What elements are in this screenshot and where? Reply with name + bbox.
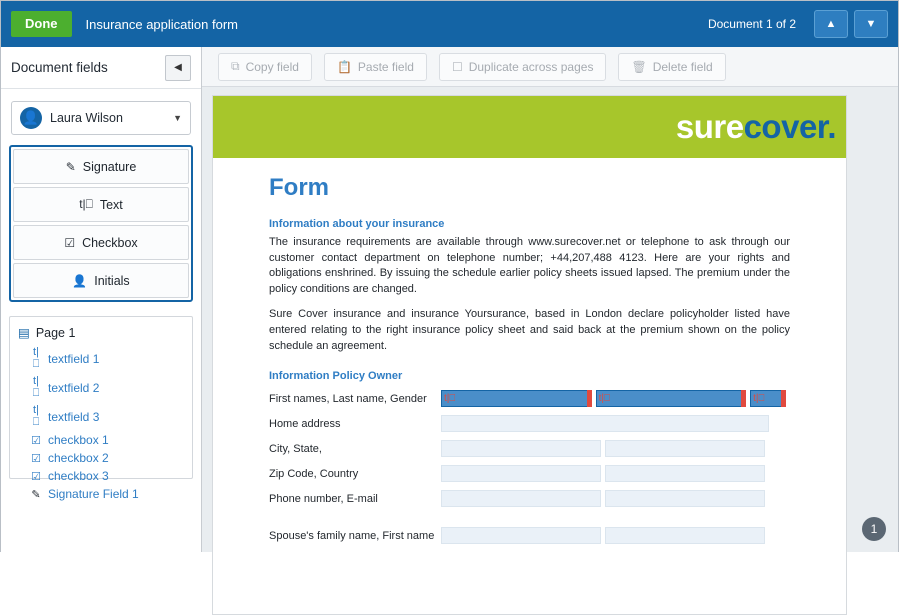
tree-item-label: textfield 1 — [48, 351, 100, 366]
field-tool-group — [9, 145, 193, 302]
field-gender[interactable] — [750, 390, 786, 407]
field-country[interactable] — [605, 465, 765, 482]
form-row-spouse — [269, 525, 790, 546]
tree-item-checkbox-1[interactable] — [10, 431, 192, 449]
chevron-down-icon: ▼ — [173, 113, 182, 123]
tree-item-label: Signature Field 1 — [48, 487, 139, 501]
pen-icon: ✎ — [31, 488, 41, 501]
tree-item-label: checkbox 1 — [48, 433, 109, 447]
tree-item-textfield-3[interactable] — [10, 402, 192, 431]
done-button[interactable]: Done — [11, 11, 72, 37]
form-label-phone-email: Phone number, E-mail — [269, 492, 378, 505]
text-field-icon: t|⎕ — [32, 346, 40, 370]
copy-field-button[interactable] — [218, 53, 312, 81]
resize-handle[interactable] — [781, 390, 786, 407]
top-bar-right — [708, 10, 888, 38]
form-row-city-state — [269, 438, 790, 459]
duplicate-across-pages-label: Duplicate across pages — [468, 59, 594, 74]
tree-item-label: textfield 3 — [48, 409, 100, 424]
page-icon: ▤ — [18, 326, 30, 340]
document-viewer[interactable] — [202, 87, 898, 552]
paragraph-insurance-2: Sure Cover insurance and insurance Yoursurance, based in London declare policyholder listed have entered relating to the right insurance policy sheet and said back at the premium shown on the policy schedule an agreement. — [269, 308, 790, 352]
field-email[interactable] — [605, 490, 765, 507]
signer-dropdown[interactable] — [11, 101, 191, 135]
tool-signature-label: Signature — [82, 159, 137, 174]
pen-icon: ✎ — [65, 159, 76, 174]
field-spouse-first-name[interactable] — [605, 527, 765, 544]
checkbox-icon: ☑ — [31, 434, 41, 447]
tree-item-textfield-1[interactable] — [10, 344, 192, 373]
delete-field-label: Delete field — [652, 59, 713, 74]
checkbox-icon: ☑ — [64, 235, 76, 250]
paragraph-insurance-1: The insurance requirements are available through www.surecover.net or telephone to ask through our customer contact department on telephone number; +44,207,488 4123. Here are your rights and obligations enshrined. By issuing the schedule earlier policy sheets issued lapsed. The premium under the policy conditions are changed. — [269, 236, 790, 295]
next-document-button[interactable] — [854, 10, 888, 38]
text-field-icon: t|⎕ — [598, 393, 610, 405]
copy-icon: ⧉ — [231, 59, 240, 73]
section-heading-policy-owner: Information Policy Owner — [269, 370, 403, 383]
tree-item-signature-field-1[interactable] — [10, 485, 192, 503]
chevron-down-icon: ▼ — [865, 18, 877, 30]
page-number-badge: 1 — [862, 517, 886, 541]
field-zip-code[interactable] — [441, 465, 601, 482]
form-label-zip-country: Zip Code, Country — [269, 467, 359, 480]
page-content — [213, 158, 846, 546]
tree-page-label: Page 1 — [35, 325, 76, 340]
tree-item-label: checkbox 2 — [48, 451, 109, 465]
field-firstname[interactable] — [441, 390, 592, 407]
person-icon: 👤 — [72, 273, 88, 288]
tree-item-checkbox-2[interactable] — [10, 449, 192, 467]
fields-tree — [9, 316, 193, 501]
tool-checkbox-label: Checkbox — [82, 235, 138, 250]
chevron-up-icon: ▲ — [825, 18, 837, 30]
signer-name: Laura Wilson — [50, 111, 123, 125]
tool-signature[interactable] — [13, 149, 189, 184]
form-label-city-state: City, State, — [269, 442, 322, 455]
tree-item-label: textfield 2 — [48, 380, 100, 395]
delete-field-button[interactable] — [618, 53, 725, 81]
chevron-left-icon: ◀ — [174, 62, 182, 73]
tool-checkbox[interactable] — [13, 225, 189, 260]
duplicate-icon: ☐ — [451, 59, 463, 74]
field-state[interactable] — [605, 440, 765, 457]
document-counter: Document 1 of 2 — [707, 17, 796, 31]
tree-item-checkbox-3[interactable] — [10, 467, 192, 485]
field-home-address[interactable] — [441, 415, 769, 432]
checkbox-icon: ☑ — [31, 452, 41, 465]
field-spouse-family-name[interactable] — [441, 527, 601, 544]
brand-logo-part1: sure — [675, 108, 744, 145]
document-title: Insurance application form — [85, 16, 238, 32]
tool-initials[interactable] — [13, 263, 189, 298]
sidebar-title: Document fields — [11, 60, 108, 75]
tool-text-label: Text — [99, 197, 123, 212]
tool-text[interactable] — [13, 187, 189, 222]
form-label-names: First names, Last name, Gender — [269, 392, 427, 405]
row-spacer — [269, 513, 790, 525]
text-field-icon: t|⎕ — [79, 197, 93, 211]
form-row-names — [269, 388, 790, 409]
paste-field-label: Paste field — [357, 59, 414, 74]
form-row-home-address — [269, 413, 790, 434]
form-label-spouse: Spouse's family name, First name — [269, 529, 435, 542]
paste-icon: 📋 — [336, 59, 352, 74]
previous-document-button[interactable] — [814, 10, 848, 38]
checkbox-icon: ☑ — [31, 470, 41, 483]
field-city[interactable] — [441, 440, 601, 457]
text-field-icon: t|⎕ — [32, 375, 40, 399]
text-field-icon: t|⎕ — [444, 393, 456, 405]
collapse-sidebar-button[interactable] — [165, 55, 191, 81]
form-label-home-address: Home address — [269, 417, 341, 430]
brand-logo-part2: cover. — [743, 108, 836, 145]
tool-initials-label: Initials — [94, 273, 130, 288]
avatar: 👤 — [20, 107, 42, 129]
top-bar — [1, 1, 898, 47]
trash-icon: 🗑 — [631, 59, 647, 74]
field-lastname[interactable] — [596, 390, 747, 407]
text-field-icon: t|⎕ — [32, 404, 40, 428]
field-actions-toolbar — [202, 47, 898, 87]
document-fields-sidebar — [1, 47, 202, 552]
form-title: Form — [269, 174, 329, 201]
document-page-1 — [212, 95, 847, 615]
brand-logo — [676, 108, 836, 146]
copy-field-label: Copy field — [245, 59, 299, 74]
section-heading-insurance: Information about your insurance — [269, 218, 445, 230]
form-row-zip-country — [269, 463, 790, 484]
brand-header — [213, 96, 846, 158]
sidebar-header — [1, 47, 201, 89]
field-phone-number[interactable] — [441, 490, 601, 507]
text-field-icon: t|⎕ — [753, 393, 765, 405]
form-row-phone-email — [269, 488, 790, 509]
tree-item-label: checkbox 3 — [48, 469, 109, 483]
duplicate-across-pages-button[interactable] — [439, 53, 607, 81]
resize-handle[interactable] — [587, 390, 592, 407]
resize-handle[interactable] — [741, 390, 746, 407]
tree-page-1[interactable] — [10, 323, 192, 344]
tree-item-textfield-2[interactable] — [10, 373, 192, 402]
paste-field-button[interactable] — [324, 53, 427, 81]
